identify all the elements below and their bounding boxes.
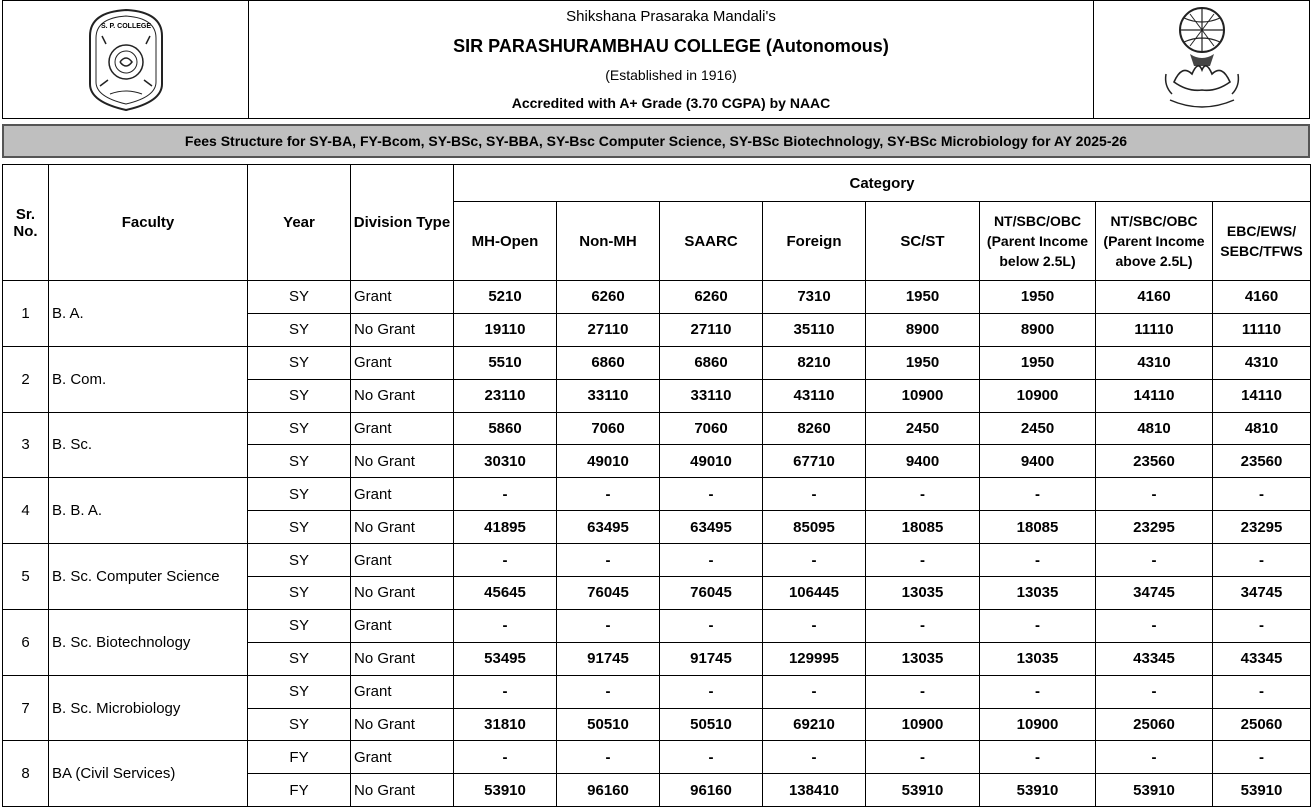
fee-cell: 2450 (866, 412, 980, 445)
fee-cell: 8900 (866, 313, 980, 346)
division-cell: Grant (351, 412, 454, 445)
fee-cell: - (866, 478, 980, 511)
fee-cell: 67710 (763, 445, 866, 478)
division-cell: No Grant (351, 642, 454, 675)
fee-cell: - (1096, 741, 1213, 774)
fee-cell: 23295 (1213, 511, 1311, 544)
fee-cell: 53910 (1213, 774, 1311, 807)
faculty-cell: B. Sc. Microbiology (49, 675, 248, 741)
fee-cell: - (1213, 675, 1311, 708)
division-cell: No Grant (351, 774, 454, 807)
fee-cell: 10900 (866, 379, 980, 412)
fee-cell: 43110 (763, 379, 866, 412)
year-cell: SY (248, 511, 351, 544)
fee-cell: 5210 (454, 281, 557, 314)
fee-cell: 6260 (557, 281, 660, 314)
fee-cell: 1950 (980, 346, 1096, 379)
header-nt-above: NT/SBC/OBC (Parent Income above 2.5L) (1096, 202, 1213, 281)
fees-structure-banner: Fees Structure for SY-BA, FY-Bcom, SY-BSc, SY-BBA, SY-Bsc Computer Science, SY-BSc Biotechnology, SY-BSc Microbiology for AY 2025-26 (2, 124, 1310, 158)
table-row (3, 544, 1311, 577)
division-cell: Grant (351, 281, 454, 314)
fee-cell: - (1213, 741, 1311, 774)
year-cell: SY (248, 609, 351, 642)
fee-cell: - (763, 741, 866, 774)
fee-cell: - (763, 544, 866, 577)
fee-cell: 10900 (980, 708, 1096, 741)
fee-cell: 69210 (763, 708, 866, 741)
year-cell: SY (248, 478, 351, 511)
fee-cell: 91745 (660, 642, 763, 675)
fee-cell: 34745 (1213, 577, 1311, 610)
fee-cell: 96160 (557, 774, 660, 807)
fee-cell: 13035 (866, 642, 980, 675)
fee-cell: 106445 (763, 577, 866, 610)
fee-cell: 10900 (866, 708, 980, 741)
fee-cell: - (660, 675, 763, 708)
fee-cell: - (454, 609, 557, 642)
fee-cell: 7060 (557, 412, 660, 445)
table-row (3, 346, 1311, 379)
header-saarc: SAARC (660, 202, 763, 281)
fee-cell: 33110 (660, 379, 763, 412)
fee-cell: 53910 (1096, 774, 1213, 807)
fee-cell: 14110 (1096, 379, 1213, 412)
fee-cell: 34745 (1096, 577, 1213, 610)
fee-cell: 6860 (557, 346, 660, 379)
fee-cell: - (1213, 544, 1311, 577)
fee-cell: - (454, 478, 557, 511)
header-sr-no: Sr. No. (3, 165, 49, 281)
logo-text: S. P. COLLEGE (100, 22, 151, 30)
fee-cell: 18085 (980, 511, 1096, 544)
division-cell: No Grant (351, 577, 454, 610)
fee-cell: 7060 (660, 412, 763, 445)
division-cell: No Grant (351, 379, 454, 412)
fee-cell: 13035 (866, 577, 980, 610)
fee-cell: 43345 (1096, 642, 1213, 675)
header-faculty: Faculty (49, 165, 248, 281)
fee-cell: 53910 (866, 774, 980, 807)
table-row (3, 281, 1311, 314)
header-non-mh: Non-MH (557, 202, 660, 281)
college-emblem-icon (76, 6, 176, 114)
fee-cell: 96160 (660, 774, 763, 807)
header-foreign: Foreign (763, 202, 866, 281)
fee-cell: - (980, 675, 1096, 708)
college-title-block (249, 1, 1093, 118)
fee-cell: 13035 (980, 642, 1096, 675)
fee-cell: 6860 (660, 346, 763, 379)
division-cell: Grant (351, 346, 454, 379)
fee-cell: 43345 (1213, 642, 1311, 675)
fee-cell: - (980, 478, 1096, 511)
fee-cell: 18085 (866, 511, 980, 544)
fee-cell: - (557, 741, 660, 774)
fee-cell: 4310 (1096, 346, 1213, 379)
fee-cell: 30310 (454, 445, 557, 478)
fee-cell: - (866, 544, 980, 577)
fee-cell: 11110 (1213, 313, 1311, 346)
sr-no-cell: 3 (3, 412, 49, 478)
fee-cell: 5510 (454, 346, 557, 379)
division-cell: Grant (351, 544, 454, 577)
fee-cell: 23560 (1096, 445, 1213, 478)
fee-cell: - (557, 478, 660, 511)
fee-cell: 1950 (866, 346, 980, 379)
fee-cell: - (763, 478, 866, 511)
year-cell: FY (248, 741, 351, 774)
fee-cell: 27110 (557, 313, 660, 346)
globe-lotus-emblem-icon (1160, 4, 1244, 116)
header-category: Category (454, 165, 1311, 202)
established-text: (Established in 1916) (605, 66, 737, 83)
fee-cell: 8260 (763, 412, 866, 445)
division-cell: Grant (351, 741, 454, 774)
sr-no-cell: 2 (3, 346, 49, 412)
fee-cell: 19110 (454, 313, 557, 346)
fee-cell: 63495 (660, 511, 763, 544)
year-cell: SY (248, 544, 351, 577)
header-division-type: Division Type (351, 165, 454, 281)
year-cell: SY (248, 577, 351, 610)
fee-cell: 138410 (763, 774, 866, 807)
fee-cell: 8210 (763, 346, 866, 379)
fee-cell: 6260 (660, 281, 763, 314)
fee-cell: 129995 (763, 642, 866, 675)
faculty-cell: B. Com. (49, 346, 248, 412)
fee-cell: 4810 (1213, 412, 1311, 445)
year-cell: SY (248, 313, 351, 346)
year-cell: SY (248, 412, 351, 445)
table-row (3, 609, 1311, 642)
table-row (3, 412, 1311, 445)
fee-cell: 23560 (1213, 445, 1311, 478)
accreditation-text: Accredited with A+ Grade (3.70 CGPA) by NAAC (511, 94, 831, 111)
fee-cell: 2450 (980, 412, 1096, 445)
fee-cell: - (557, 675, 660, 708)
division-cell: No Grant (351, 511, 454, 544)
page-header (2, 0, 1310, 119)
faculty-cell: BA (Civil Services) (49, 741, 248, 807)
fee-cell: 23295 (1096, 511, 1213, 544)
fee-cell: 49010 (557, 445, 660, 478)
sr-no-cell: 7 (3, 675, 49, 741)
fee-cell: - (1213, 478, 1311, 511)
sr-no-cell: 6 (3, 609, 49, 675)
sr-no-cell: 4 (3, 478, 49, 544)
fee-cell: 13035 (980, 577, 1096, 610)
fee-cell: 10900 (980, 379, 1096, 412)
fee-cell: - (1096, 675, 1213, 708)
faculty-cell: B. Sc. Computer Science (49, 544, 248, 610)
faculty-cell: B. Sc. Biotechnology (49, 609, 248, 675)
fee-cell: 53910 (980, 774, 1096, 807)
year-cell: SY (248, 708, 351, 741)
year-cell: SY (248, 445, 351, 478)
fee-cell: 9400 (866, 445, 980, 478)
sr-no-cell: 8 (3, 741, 49, 807)
fee-cell: - (1096, 544, 1213, 577)
fee-cell: - (660, 478, 763, 511)
fee-cell: 45645 (454, 577, 557, 610)
year-cell: SY (248, 281, 351, 314)
year-cell: SY (248, 346, 351, 379)
fee-cell: 4810 (1096, 412, 1213, 445)
fee-cell: 41895 (454, 511, 557, 544)
fee-cell: - (557, 609, 660, 642)
fee-cell: 1950 (980, 281, 1096, 314)
header-sc-st: SC/ST (866, 202, 980, 281)
header-year: Year (248, 165, 351, 281)
fee-cell: - (1096, 478, 1213, 511)
division-cell: Grant (351, 478, 454, 511)
sr-no-cell: 5 (3, 544, 49, 610)
fee-cell: - (660, 741, 763, 774)
faculty-cell: B. Sc. (49, 412, 248, 478)
fee-cell: - (1096, 609, 1213, 642)
fee-cell: 27110 (660, 313, 763, 346)
fee-cell: - (454, 741, 557, 774)
fee-cell: - (1213, 609, 1311, 642)
fee-cell: 63495 (557, 511, 660, 544)
fee-cell: 8900 (980, 313, 1096, 346)
fee-cell: 14110 (1213, 379, 1311, 412)
fee-cell: 25060 (1096, 708, 1213, 741)
year-cell: SY (248, 379, 351, 412)
fee-cell: 76045 (660, 577, 763, 610)
left-logo-cell (3, 1, 249, 118)
header-mh-open: MH-Open (454, 202, 557, 281)
society-name: Shikshana Prasaraka Mandali's (566, 7, 776, 25)
fee-cell: 85095 (763, 511, 866, 544)
division-cell: No Grant (351, 445, 454, 478)
fee-cell: - (866, 609, 980, 642)
fees-table (2, 164, 1311, 807)
faculty-cell: B. B. A. (49, 478, 248, 544)
year-cell: SY (248, 675, 351, 708)
fee-cell: 33110 (557, 379, 660, 412)
fee-cell: 91745 (557, 642, 660, 675)
table-row (3, 675, 1311, 708)
fee-cell: 53495 (454, 642, 557, 675)
fee-cell: 50510 (557, 708, 660, 741)
division-cell: Grant (351, 675, 454, 708)
fee-cell: 25060 (1213, 708, 1311, 741)
fee-cell: - (660, 609, 763, 642)
division-cell: No Grant (351, 313, 454, 346)
fee-cell: - (557, 544, 660, 577)
fees-table-body (3, 281, 1311, 807)
fee-cell: 4310 (1213, 346, 1311, 379)
division-cell: Grant (351, 609, 454, 642)
fee-cell: - (866, 741, 980, 774)
faculty-cell: B. A. (49, 281, 248, 347)
fee-cell: 35110 (763, 313, 866, 346)
fee-cell: - (980, 609, 1096, 642)
division-cell: No Grant (351, 708, 454, 741)
year-cell: SY (248, 642, 351, 675)
header-nt-below: NT/SBC/OBC (Parent Income below 2.5L) (980, 202, 1096, 281)
fee-cell: 49010 (660, 445, 763, 478)
fee-cell: - (763, 609, 866, 642)
fee-cell: - (866, 675, 980, 708)
fee-cell: 76045 (557, 577, 660, 610)
fee-cell: - (980, 741, 1096, 774)
college-name: SIR PARASHURAMBHAU COLLEGE (Autonomous) (453, 35, 889, 56)
fee-cell: 53910 (454, 774, 557, 807)
fee-cell: 1950 (866, 281, 980, 314)
fee-cell: 9400 (980, 445, 1096, 478)
fee-cell: 11110 (1096, 313, 1213, 346)
fee-cell: 7310 (763, 281, 866, 314)
year-cell: FY (248, 774, 351, 807)
fee-cell: 31810 (454, 708, 557, 741)
fee-cell: - (454, 675, 557, 708)
fee-cell: - (980, 544, 1096, 577)
fee-cell: 50510 (660, 708, 763, 741)
fee-cell: - (454, 544, 557, 577)
fee-cell: - (763, 675, 866, 708)
fee-cell: - (660, 544, 763, 577)
header-ebc: EBC/EWS/ SEBC/TFWS (1213, 202, 1311, 281)
fee-cell: 4160 (1213, 281, 1311, 314)
table-row (3, 741, 1311, 774)
fee-cell: 4160 (1096, 281, 1213, 314)
right-logo-cell (1093, 1, 1309, 118)
table-row (3, 478, 1311, 511)
sr-no-cell: 1 (3, 281, 49, 347)
fee-cell: 5860 (454, 412, 557, 445)
fee-cell: 23110 (454, 379, 557, 412)
